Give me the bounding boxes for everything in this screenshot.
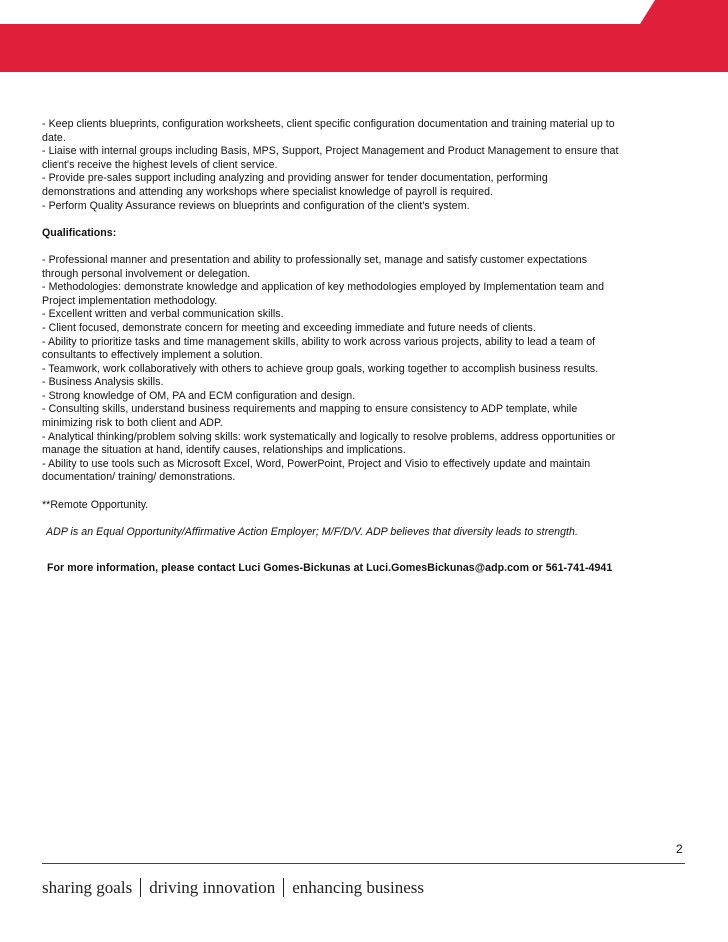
- qualification-line: - Teamwork, work collaboratively with others to achieve group goals, working together to accomplish business results.: [42, 362, 599, 375]
- qualification-line: minimizing risk to both client and ADP.: [42, 417, 223, 430]
- body-line: client's receive the highest levels of client service.: [42, 158, 278, 171]
- qualifications-heading: Qualifications:: [42, 226, 117, 239]
- document-body: [42, 118, 690, 576]
- header-banner: [0, 0, 728, 72]
- remote-note: **Remote Opportunity.: [42, 498, 149, 511]
- body-line: demonstrations and attending any workshops where specialist knowledge of payroll is required.: [42, 185, 494, 198]
- page-number: 2: [676, 842, 683, 856]
- eeo-statement: ADP is an Equal Opportunity/Affirmative Action Employer; M/F/D/V. ADP believes that diversity leads to strength.: [46, 525, 578, 538]
- qualification-line: - Ability to prioritize tasks and time management skills, ability to work across various projects, ability to lead a team of: [42, 335, 596, 348]
- tagline-separator: [140, 878, 141, 897]
- qualification-line: - Excellent written and verbal communication skills.: [42, 308, 284, 321]
- qualification-line: - Professional manner and presentation and ability to professionally set, manage and satisfy customer expectations: [42, 253, 588, 266]
- body-line: - Liaise with internal groups including Basis, MPS, Support, Project Management and Product Management to ensure that: [42, 145, 619, 158]
- qualification-line: - Analytical thinking/problem solving skills: work systematically and logically to resolve problems, address opportunities or: [42, 430, 616, 443]
- qualification-line: - Client focused, demonstrate concern for meeting and exceeding immediate and future needs of clients.: [42, 321, 536, 334]
- qualification-line: - Ability to use tools such as Microsoft Excel, Word, PowerPoint, Project and Visio to effectively update and maintain: [42, 457, 591, 470]
- qualification-line: documentation/ training/ demonstrations.: [42, 471, 236, 484]
- body-line: date.: [42, 131, 66, 144]
- tagline-part: driving innovation: [149, 878, 276, 897]
- body-line: - Provide pre-sales support including analyzing and providing answer for tender documentation, performing: [42, 172, 548, 185]
- tagline-part: sharing goals: [42, 878, 133, 897]
- body-line: - Keep clients blueprints, configuration worksheets, client specific configuration documentation and training material up to: [42, 118, 615, 130]
- footer-divider: [42, 863, 685, 864]
- qualification-line: Project implementation methodology.: [42, 294, 218, 307]
- qualification-line: - Methodologies: demonstrate knowledge and application of key methodologies employed by Implementation team and: [42, 281, 605, 294]
- qualification-line: - Consulting skills, understand business requirements and mapping to ensure consistency to ADP template, while: [42, 403, 578, 416]
- qualification-line: - Strong knowledge of OM, PA and ECM configuration and design.: [42, 389, 356, 402]
- tagline-separator: [283, 878, 284, 897]
- qualification-line: consultants to effectively implement a solution.: [42, 349, 263, 362]
- qualification-line: through personal involvement or delegation.: [42, 267, 251, 280]
- footer-tagline: [42, 878, 424, 898]
- tagline-part: enhancing business: [292, 878, 424, 897]
- body-line: - Perform Quality Assurance reviews on blueprints and configuration of the client's system.: [42, 199, 470, 212]
- qualification-line: manage the situation at hand, identify causes, relationships and implications.: [42, 444, 406, 457]
- qualification-line: - Business Analysis skills.: [42, 376, 164, 389]
- contact-line: For more information, please contact Luci Gomes-Bickunas at Luci.GomesBickunas@adp.com or 561-741-4941: [47, 562, 613, 575]
